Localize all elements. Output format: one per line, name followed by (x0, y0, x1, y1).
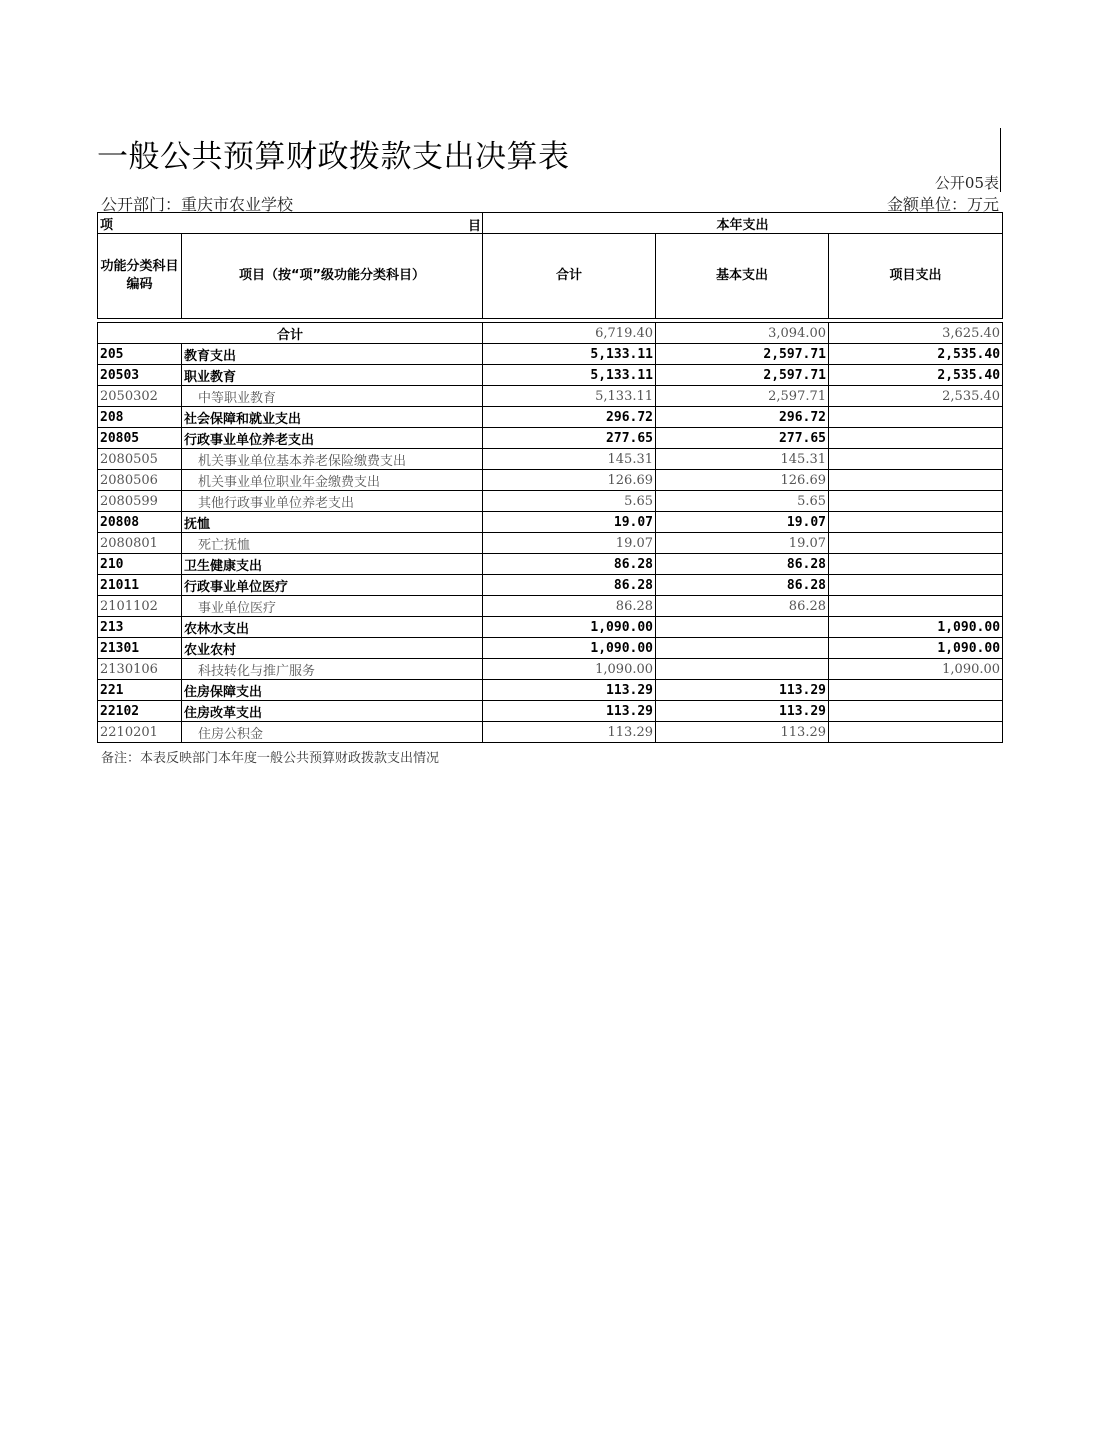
table-row (98, 512, 1003, 533)
row-total: 1,090.00 (483, 617, 656, 638)
row-code: 2080506 (98, 470, 182, 491)
row-basic: 113.29 (656, 701, 829, 722)
row-code: 20805 (98, 428, 182, 449)
row-name: 中等职业教育 (182, 386, 483, 407)
row-basic: 86.28 (656, 554, 829, 575)
row-name: 行政事业单位医疗 (182, 575, 483, 596)
row-name: 科技转化与推广服务 (182, 659, 483, 680)
header-xiang-mu (98, 213, 483, 234)
row-total: 126.69 (483, 470, 656, 491)
row-total: 5,133.11 (483, 365, 656, 386)
row-basic: 5.65 (656, 491, 829, 512)
table-row (98, 617, 1003, 638)
row-project (829, 407, 1003, 428)
row-name: 事业单位医疗 (182, 596, 483, 617)
header-name-col: 项目（按“项”级功能分类科目） (182, 234, 483, 319)
header-project-col: 项目支出 (829, 234, 1003, 319)
row-code: 22102 (98, 701, 182, 722)
table-row (98, 575, 1003, 596)
table-row (98, 638, 1003, 659)
row-code: 2080599 (98, 491, 182, 512)
row-project (829, 701, 1003, 722)
table-row (98, 722, 1003, 743)
row-code: 208 (98, 407, 182, 428)
table-row (98, 701, 1003, 722)
row-code: 205 (98, 344, 182, 365)
row-project (829, 428, 1003, 449)
row-total: 86.28 (483, 554, 656, 575)
row-code: 221 (98, 680, 182, 701)
row-project (829, 491, 1003, 512)
table-row (98, 449, 1003, 470)
table-row (98, 428, 1003, 449)
row-code: 21011 (98, 575, 182, 596)
table-row (98, 407, 1003, 428)
header-total-col: 合计 (483, 234, 656, 319)
total-basic: 3,094.00 (656, 323, 829, 344)
row-total: 19.07 (483, 512, 656, 533)
header-this-year: 本年支出 (483, 213, 1003, 234)
row-name: 行政事业单位养老支出 (182, 428, 483, 449)
row-total: 145.31 (483, 449, 656, 470)
row-basic: 19.07 (656, 533, 829, 554)
table-row (98, 470, 1003, 491)
row-total: 113.29 (483, 701, 656, 722)
row-total: 19.07 (483, 533, 656, 554)
page-title: 一般公共预算财政拨款支出决算表 (97, 139, 570, 175)
row-name: 住房保障支出 (182, 680, 483, 701)
row-basic: 86.28 (656, 596, 829, 617)
row-project: 1,090.00 (829, 659, 1003, 680)
row-code: 21301 (98, 638, 182, 659)
row-code: 20808 (98, 512, 182, 533)
row-name: 职业教育 (182, 365, 483, 386)
row-name: 死亡抚恤 (182, 533, 483, 554)
total-row (98, 323, 1003, 344)
table-row (98, 365, 1003, 386)
row-project (829, 680, 1003, 701)
row-name: 机关事业单位基本养老保险缴费支出 (182, 449, 483, 470)
total-amount: 6,719.40 (483, 323, 656, 344)
table-row (98, 533, 1003, 554)
row-total: 277.65 (483, 428, 656, 449)
row-project (829, 575, 1003, 596)
table-row (98, 659, 1003, 680)
row-name: 农林水支出 (182, 617, 483, 638)
row-basic: 277.65 (656, 428, 829, 449)
table-row (98, 680, 1003, 701)
row-project: 1,090.00 (829, 617, 1003, 638)
row-name: 机关事业单位职业年金缴费支出 (182, 470, 483, 491)
row-code: 2050302 (98, 386, 182, 407)
row-project (829, 512, 1003, 533)
row-basic: 126.69 (656, 470, 829, 491)
page-edge-line (1000, 128, 1001, 192)
row-basic (656, 638, 829, 659)
row-total: 113.29 (483, 722, 656, 743)
row-total: 1,090.00 (483, 638, 656, 659)
row-project: 1,090.00 (829, 638, 1003, 659)
row-total: 5.65 (483, 491, 656, 512)
row-total: 5,133.11 (483, 386, 656, 407)
row-code: 2080505 (98, 449, 182, 470)
row-total: 86.28 (483, 596, 656, 617)
table-row (98, 491, 1003, 512)
row-total: 5,133.11 (483, 344, 656, 365)
row-total: 86.28 (483, 575, 656, 596)
table-row (98, 596, 1003, 617)
row-basic: 19.07 (656, 512, 829, 533)
row-code: 2101102 (98, 596, 182, 617)
row-project (829, 554, 1003, 575)
expenditure-table (97, 212, 1003, 743)
header-basic-col: 基本支出 (656, 234, 829, 319)
row-name: 抚恤 (182, 512, 483, 533)
total-project: 3,625.40 (829, 323, 1003, 344)
row-code: 213 (98, 617, 182, 638)
row-total: 113.29 (483, 680, 656, 701)
footnote: 备注：本表反映部门本年度一般公共预算财政拨款支出情况 (101, 751, 440, 766)
row-name: 农业农村 (182, 638, 483, 659)
row-code: 2080801 (98, 533, 182, 554)
row-project (829, 533, 1003, 554)
row-project: 2,535.40 (829, 365, 1003, 386)
row-name: 其他行政事业单位养老支出 (182, 491, 483, 512)
table-row (98, 344, 1003, 365)
row-project (829, 470, 1003, 491)
row-name: 住房改革支出 (182, 701, 483, 722)
row-name: 教育支出 (182, 344, 483, 365)
row-code: 210 (98, 554, 182, 575)
row-basic: 2,597.71 (656, 344, 829, 365)
department-label: 公开部门：重庆市农业学校 (101, 195, 294, 214)
row-basic (656, 617, 829, 638)
row-project (829, 722, 1003, 743)
row-name: 卫生健康支出 (182, 554, 483, 575)
row-basic: 145.31 (656, 449, 829, 470)
row-basic: 2,597.71 (656, 365, 829, 386)
row-basic (656, 659, 829, 680)
row-project: 2,535.40 (829, 344, 1003, 365)
unit-label: 金额单位：万元 (886, 195, 999, 214)
row-code: 2210201 (98, 722, 182, 743)
row-name: 社会保障和就业支出 (182, 407, 483, 428)
row-basic: 296.72 (656, 407, 829, 428)
row-project (829, 596, 1003, 617)
table-number: 公开05表 (934, 174, 999, 192)
row-project: 2,535.40 (829, 386, 1003, 407)
row-basic: 2,597.71 (656, 386, 829, 407)
header-mu: 目 (468, 219, 482, 234)
row-basic: 113.29 (656, 722, 829, 743)
row-basic: 113.29 (656, 680, 829, 701)
row-project (829, 449, 1003, 470)
row-code: 20503 (98, 365, 182, 386)
row-code: 2130106 (98, 659, 182, 680)
table-row (98, 554, 1003, 575)
row-total: 1,090.00 (483, 659, 656, 680)
table-row (98, 386, 1003, 407)
row-total: 296.72 (483, 407, 656, 428)
header-code-col: 功能分类科目编码 (98, 234, 182, 319)
header-xiang: 项 (100, 217, 114, 233)
total-label: 合计 (98, 323, 483, 344)
row-name: 住房公积金 (182, 722, 483, 743)
row-basic: 86.28 (656, 575, 829, 596)
